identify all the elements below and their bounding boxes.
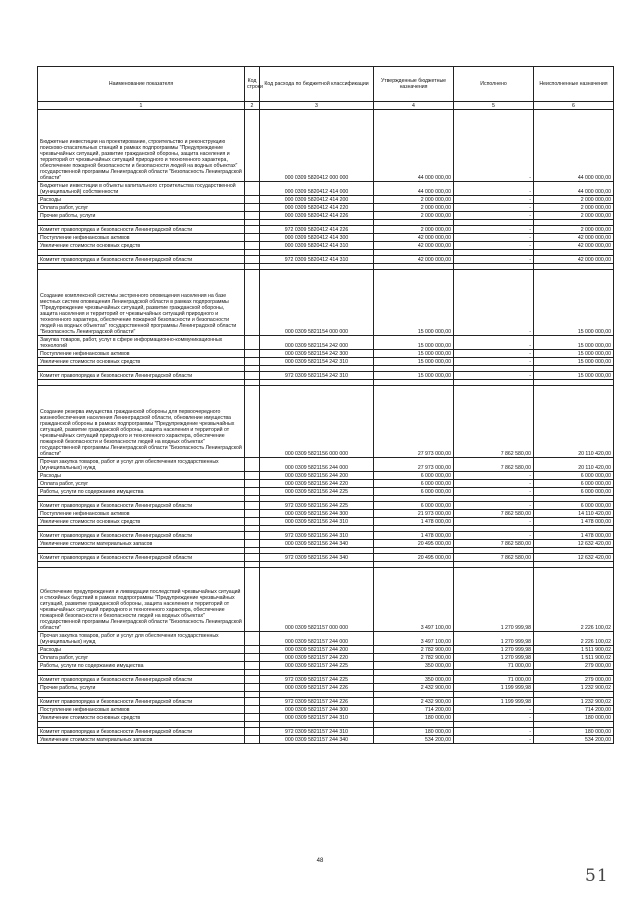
cell-unexecuted: 2 000 000,00 xyxy=(534,212,614,220)
cell-classification-code: 000 0309 5821154 242 300 xyxy=(260,350,374,358)
cell-unexecuted: 1 511 900,02 xyxy=(534,654,614,662)
table-row xyxy=(38,372,614,380)
cell-approved: 2 432 900,00 xyxy=(374,684,454,692)
cell-approved: 6 000 000,00 xyxy=(374,480,454,488)
table-row xyxy=(38,706,614,714)
cell-approved: 27 973 000,00 xyxy=(374,458,454,472)
cell-unexecuted: 279 000,00 xyxy=(534,676,614,684)
header-unexecuted: Неисполненные назначения xyxy=(534,67,614,102)
cell-name: Комитет правопорядка и безопасности Ленинградской области xyxy=(38,256,245,264)
cell-line-code xyxy=(245,518,260,526)
cell-executed: - xyxy=(454,256,534,264)
cell-line-code xyxy=(245,358,260,366)
cell-line-code xyxy=(245,196,260,204)
cell-executed: 1 199 999,98 xyxy=(454,684,534,692)
cell-name: Поступление нефинансовых активов xyxy=(38,706,245,714)
cell-executed: - xyxy=(454,728,534,736)
cell-line-code xyxy=(245,110,260,182)
cell-classification-code: 000 0309 5821157 244 310 xyxy=(260,714,374,722)
cell-approved: 15 000 000,00 xyxy=(374,358,454,366)
cell-executed: 7 862 580,00 xyxy=(454,540,534,548)
cell-executed: 1 270 999,98 xyxy=(454,568,534,632)
cell-classification-code: 000 0309 5821156 244 300 xyxy=(260,510,374,518)
cell-classification-code: 000 0309 5821157 244 200 xyxy=(260,646,374,654)
table-row xyxy=(38,350,614,358)
cell-executed: - xyxy=(454,532,534,540)
cell-classification-code: 000 0309 5821154 242 310 xyxy=(260,358,374,366)
table-row xyxy=(38,182,614,196)
cell-approved: 180 000,00 xyxy=(374,728,454,736)
cell-unexecuted: 44 000 000,00 xyxy=(534,110,614,182)
cell-unexecuted: 6 000 000,00 xyxy=(534,502,614,510)
cell-name: Комитет правопорядка и безопасности Ленинградской области xyxy=(38,372,245,380)
cell-classification-code: 972 0309 5821154 242 310 xyxy=(260,372,374,380)
cell-classification-code: 000 0309 5821154 242 000 xyxy=(260,336,374,350)
cell-line-code xyxy=(245,242,260,250)
cell-executed: - xyxy=(454,472,534,480)
cell-name: Расходы xyxy=(38,196,245,204)
cell-classification-code: 972 0309 5821157 244 225 xyxy=(260,676,374,684)
cell-unexecuted: 6 000 000,00 xyxy=(534,488,614,496)
cell-executed: 71 000,00 xyxy=(454,662,534,670)
cell-classification-code: 972 0309 5821157 244 310 xyxy=(260,728,374,736)
cell-approved: 27 973 000,00 xyxy=(374,386,454,458)
cell-line-code xyxy=(245,336,260,350)
header-name: Наименование показателя xyxy=(38,67,245,102)
cell-name: Оплата работ, услуг xyxy=(38,654,245,662)
cell-executed: - xyxy=(454,358,534,366)
cell-classification-code: 000 0309 5820412 000 000 xyxy=(260,110,374,182)
cell-unexecuted: 2 000 000,00 xyxy=(534,204,614,212)
table-row xyxy=(38,698,614,706)
cell-name: Увеличение стоимости основных средств xyxy=(38,518,245,526)
cell-unexecuted: 2 226 100,02 xyxy=(534,568,614,632)
table-row xyxy=(38,242,614,250)
cell-name: Комитет правопорядка и безопасности Ленинградской области xyxy=(38,226,245,234)
cell-classification-code: 000 0309 5821156 244 340 xyxy=(260,540,374,548)
cell-unexecuted: 42 000 000,00 xyxy=(534,242,614,250)
cell-unexecuted: 2 000 000,00 xyxy=(534,226,614,234)
cell-unexecuted: 534 200,00 xyxy=(534,736,614,744)
cell-unexecuted: 279 000,00 xyxy=(534,662,614,670)
cell-line-code xyxy=(245,554,260,562)
cell-approved: 350 000,00 xyxy=(374,676,454,684)
table-row xyxy=(38,540,614,548)
cell-approved: 534 200,00 xyxy=(374,736,454,744)
cell-classification-code: 000 0309 5821157 000 000 xyxy=(260,568,374,632)
cell-name: Комитет правопорядка и безопасности Ленинградской области xyxy=(38,728,245,736)
cell-executed: 1 270 999,98 xyxy=(454,654,534,662)
cell-name: Увеличение стоимости основных средств xyxy=(38,714,245,722)
header-executed: Исполнено xyxy=(454,67,534,102)
handwritten-page-stamp: 51 xyxy=(585,866,609,886)
table-row xyxy=(38,270,614,336)
cell-name: Поступление нефинансовых активов xyxy=(38,350,245,358)
header-line-code: Код строки xyxy=(245,67,260,102)
cell-approved: 42 000 000,00 xyxy=(374,234,454,242)
cell-approved: 3 497 100,00 xyxy=(374,632,454,646)
cell-classification-code: 000 0309 5821157 244 000 xyxy=(260,632,374,646)
table-row xyxy=(38,256,614,264)
cell-line-code xyxy=(245,256,260,264)
cell-classification-code: 000 0309 5821156 000 000 xyxy=(260,386,374,458)
table-row xyxy=(38,554,614,562)
cell-approved: 6 000 000,00 xyxy=(374,502,454,510)
cell-line-code xyxy=(245,502,260,510)
cell-name: Работы, услуги по содержанию имущества xyxy=(38,662,245,670)
cell-classification-code: 000 0309 5821157 244 300 xyxy=(260,706,374,714)
table-row xyxy=(38,212,614,220)
cell-unexecuted: 2 226 100,02 xyxy=(534,632,614,646)
cell-unexecuted: 1 232 900,02 xyxy=(534,684,614,692)
cell-line-code xyxy=(245,540,260,548)
cell-unexecuted: 180 000,00 xyxy=(534,714,614,722)
cell-executed: - xyxy=(454,488,534,496)
cell-executed: 7 862 580,00 xyxy=(454,386,534,458)
cell-approved: 2 432 900,00 xyxy=(374,698,454,706)
cell-name: Прочие работы, услуги xyxy=(38,684,245,692)
cell-classification-code: 972 0309 5821157 244 226 xyxy=(260,698,374,706)
cell-name: Закупка товаров, работ, услуг в сфере информационно-коммуникационных технологий xyxy=(38,336,245,350)
table-row xyxy=(38,458,614,472)
cell-executed: - xyxy=(454,110,534,182)
cell-executed: - xyxy=(454,182,534,196)
cell-unexecuted: 44 000 000,00 xyxy=(534,182,614,196)
cell-classification-code: 000 0309 5821157 244 225 xyxy=(260,662,374,670)
cell-unexecuted: 714 200,00 xyxy=(534,706,614,714)
cell-unexecuted: 12 632 420,00 xyxy=(534,554,614,562)
cell-executed: - xyxy=(454,226,534,234)
cell-approved: 180 000,00 xyxy=(374,714,454,722)
cell-line-code xyxy=(245,234,260,242)
cell-name: Оплата работ, услуг xyxy=(38,480,245,488)
table-row xyxy=(38,204,614,212)
cell-line-code xyxy=(245,736,260,744)
cell-name: Бюджетные инвестиции в объекты капитального строительства государственной (муниципальной) собственности xyxy=(38,182,245,196)
cell-executed: 1 270 999,98 xyxy=(454,646,534,654)
cell-line-code xyxy=(245,654,260,662)
cell-line-code xyxy=(245,510,260,518)
table-row xyxy=(38,336,614,350)
cell-executed: - xyxy=(454,212,534,220)
cell-approved: 2 782 900,00 xyxy=(374,654,454,662)
table-row xyxy=(38,358,614,366)
column-number: 6 xyxy=(534,102,614,110)
cell-unexecuted: 1 511 900,02 xyxy=(534,646,614,654)
cell-approved: 350 000,00 xyxy=(374,662,454,670)
cell-line-code xyxy=(245,458,260,472)
table-row xyxy=(38,662,614,670)
cell-approved: 20 495 000,00 xyxy=(374,540,454,548)
column-number: 1 xyxy=(38,102,245,110)
cell-name: Прочая закупка товаров, работ и услуг для обеспечения государственных (муниципальных) нужд xyxy=(38,632,245,646)
cell-unexecuted: 20 110 420,00 xyxy=(534,458,614,472)
table-row xyxy=(38,510,614,518)
cell-approved: 15 000 000,00 xyxy=(374,372,454,380)
cell-classification-code: 972 0309 5821156 244 225 xyxy=(260,502,374,510)
table-row xyxy=(38,646,614,654)
cell-unexecuted: 15 000 000,00 xyxy=(534,358,614,366)
cell-unexecuted: 15 000 000,00 xyxy=(534,270,614,336)
cell-approved: 2 000 000,00 xyxy=(374,226,454,234)
cell-name: Создание резерва имущества гражданской обороны для первоочередного жизнеобеспечения населения Ленинградской области, обновление имущества гражданской обороны в рамках подпрограммы "Предупреждение чрезвычайных ситуаций, развитие гражданской обороны, защита населения и территорий от чрезвычайных ситуаций природного и техногенного характера, обеспечение пожарной безопасности и безопасности людей на водных объектах" государственной программы Ленинградской области "Безопасность Ленинградской области" xyxy=(38,386,245,458)
table-row xyxy=(38,736,614,744)
table-row xyxy=(38,480,614,488)
cell-executed: - xyxy=(454,196,534,204)
cell-executed: - xyxy=(454,736,534,744)
cell-classification-code: 000 0309 5821157 244 226 xyxy=(260,684,374,692)
cell-executed: - xyxy=(454,372,534,380)
cell-unexecuted: 6 000 000,00 xyxy=(534,472,614,480)
table-row xyxy=(38,728,614,736)
cell-name: Комитет правопорядка и безопасности Ленинградской области xyxy=(38,554,245,562)
cell-approved: 6 000 000,00 xyxy=(374,488,454,496)
cell-classification-code: 000 0309 5821157 244 220 xyxy=(260,654,374,662)
cell-name: Обеспечение предупреждения и ликвидации последствий чрезвычайных ситуаций и стихийных бедствий в рамках подпрограммы "Предупреждение чрезвычайных ситуаций, развитие гражданской обороны, защита населения и территорий от чрезвычайных ситуаций природного и техногенного характера, обеспечение пожарной безопасности и безопасности людей на водных объектах" государственной программы Ленинградской области "Безопасность Ленинградской области" xyxy=(38,568,245,632)
cell-executed: - xyxy=(454,204,534,212)
cell-executed: - xyxy=(454,350,534,358)
cell-approved: 15 000 000,00 xyxy=(374,336,454,350)
cell-unexecuted: 42 000 000,00 xyxy=(534,234,614,242)
cell-executed: - xyxy=(454,270,534,336)
cell-line-code xyxy=(245,204,260,212)
cell-classification-code: 000 0309 5821156 244 310 xyxy=(260,518,374,526)
cell-classification-code: 972 0309 5820412 414 310 xyxy=(260,256,374,264)
cell-executed: 7 862 580,00 xyxy=(454,458,534,472)
report-sheet xyxy=(37,66,613,744)
cell-unexecuted: 12 632 420,00 xyxy=(534,540,614,548)
cell-executed: 71 000,00 xyxy=(454,676,534,684)
table-row xyxy=(38,568,614,632)
cell-unexecuted: 14 110 420,00 xyxy=(534,510,614,518)
cell-approved: 44 000 000,00 xyxy=(374,182,454,196)
table-row xyxy=(38,714,614,722)
cell-approved: 20 495 000,00 xyxy=(374,554,454,562)
cell-classification-code: 000 0309 5820412 414 000 xyxy=(260,182,374,196)
table-row xyxy=(38,632,614,646)
table-row xyxy=(38,226,614,234)
table-row xyxy=(38,488,614,496)
cell-line-code xyxy=(245,698,260,706)
cell-name: Увеличение стоимости основных средств xyxy=(38,242,245,250)
cell-approved: 714 200,00 xyxy=(374,706,454,714)
cell-line-code xyxy=(245,350,260,358)
cell-executed: - xyxy=(454,336,534,350)
cell-name: Создание комплексной системы экстренного оповещения населения на базе местных систем оповещения Ленинградской области в рамках подпрограммы "Предупреждение чрезвычайных ситуаций, развитие гражданской обороны, защита населения и территорий от чрезвычайных ситуаций природного и техногенного характера, обеспечение пожарной безопасности и безопасности людей на водных объектах" государственной программы Ленинградской области "Безопасность Ленинградской области" xyxy=(38,270,245,336)
table-row xyxy=(38,472,614,480)
cell-executed: - xyxy=(454,502,534,510)
cell-approved: 2 000 000,00 xyxy=(374,212,454,220)
cell-name: Работы, услуги по содержанию имущества xyxy=(38,488,245,496)
cell-approved: 2 782 900,00 xyxy=(374,646,454,654)
cell-executed: - xyxy=(454,234,534,242)
cell-approved: 15 000 000,00 xyxy=(374,350,454,358)
cell-name: Расходы xyxy=(38,646,245,654)
cell-executed: 7 862 580,00 xyxy=(454,510,534,518)
cell-classification-code: 972 0309 5821156 244 340 xyxy=(260,554,374,562)
cell-classification-code: 000 0309 5821154 000 000 xyxy=(260,270,374,336)
page-number: 48 xyxy=(316,858,324,864)
cell-classification-code: 000 0309 5820412 414 310 xyxy=(260,242,374,250)
cell-line-code xyxy=(245,182,260,196)
column-number: 5 xyxy=(454,102,534,110)
table-row xyxy=(38,110,614,182)
cell-approved: 1 478 000,00 xyxy=(374,532,454,540)
cell-unexecuted: 42 000 000,00 xyxy=(534,256,614,264)
cell-name: Прочие работы, услуги xyxy=(38,212,245,220)
table-row xyxy=(38,654,614,662)
cell-unexecuted: 180 000,00 xyxy=(534,728,614,736)
cell-classification-code: 972 0309 5820412 414 226 xyxy=(260,226,374,234)
cell-name: Увеличение стоимости материальных запасов xyxy=(38,736,245,744)
cell-line-code xyxy=(245,714,260,722)
cell-line-code xyxy=(245,632,260,646)
cell-line-code xyxy=(245,568,260,632)
table-row xyxy=(38,532,614,540)
column-number: 3 xyxy=(260,102,374,110)
budget-execution-table xyxy=(37,66,614,744)
cell-approved: 2 000 000,00 xyxy=(374,204,454,212)
cell-classification-code: 000 0309 5820412 414 220 xyxy=(260,204,374,212)
cell-line-code xyxy=(245,472,260,480)
cell-approved: 2 000 000,00 xyxy=(374,196,454,204)
cell-line-code xyxy=(245,226,260,234)
table-row xyxy=(38,676,614,684)
cell-classification-code: 000 0309 5821156 244 220 xyxy=(260,480,374,488)
cell-line-code xyxy=(245,676,260,684)
cell-name: Увеличение стоимости материальных запасов xyxy=(38,540,245,548)
cell-name: Комитет правопорядка и безопасности Ленинградской области xyxy=(38,532,245,540)
cell-line-code xyxy=(245,488,260,496)
cell-name: Прочая закупка товаров, работ и услуг для обеспечения государственных (муниципальных) нужд xyxy=(38,458,245,472)
cell-executed: 1 270 999,98 xyxy=(454,632,534,646)
cell-approved: 1 478 000,00 xyxy=(374,518,454,526)
cell-approved: 42 000 000,00 xyxy=(374,256,454,264)
cell-unexecuted: 20 110 420,00 xyxy=(534,386,614,458)
cell-name: Бюджетные инвестиции на проектирование, строительство и реконструкцию поисково-спасательных станций в рамках подпрограммы "Предупреждение чрезвычайных ситуаций, развитие гражданской обороны, защита населения и территорий от чрезвычайных ситуаций природного и техногенного характера, обеспечение пожарной безопасности и безопасности людей на водных объектах" государственной программы Ленинградской области "Безопасность Ленинградской области" xyxy=(38,110,245,182)
cell-name: Расходы xyxy=(38,472,245,480)
header-approved: Утвержденные бюджетные назначения xyxy=(374,67,454,102)
cell-unexecuted: 15 000 000,00 xyxy=(534,372,614,380)
column-number-row xyxy=(38,102,614,110)
cell-line-code xyxy=(245,684,260,692)
cell-classification-code: 000 0309 5820412 414 200 xyxy=(260,196,374,204)
cell-classification-code: 000 0309 5821156 244 000 xyxy=(260,458,374,472)
column-number: 2 xyxy=(245,102,260,110)
cell-classification-code: 000 0309 5821156 244 225 xyxy=(260,488,374,496)
cell-approved: 3 497 100,00 xyxy=(374,568,454,632)
cell-line-code xyxy=(245,212,260,220)
cell-unexecuted: 1 232 900,02 xyxy=(534,698,614,706)
cell-unexecuted: 2 000 000,00 xyxy=(534,196,614,204)
table-row xyxy=(38,386,614,458)
cell-approved: 6 000 000,00 xyxy=(374,472,454,480)
cell-name: Поступление нефинансовых активов xyxy=(38,510,245,518)
table-body xyxy=(38,110,614,744)
cell-executed: - xyxy=(454,706,534,714)
column-number: 4 xyxy=(374,102,454,110)
cell-executed: 1 199 999,98 xyxy=(454,698,534,706)
cell-approved: 15 000 000,00 xyxy=(374,270,454,336)
cell-approved: 21 973 000,00 xyxy=(374,510,454,518)
table-row xyxy=(38,502,614,510)
cell-name: Увеличение стоимости основных средств xyxy=(38,358,245,366)
cell-line-code xyxy=(245,386,260,458)
cell-unexecuted: 6 000 000,00 xyxy=(534,480,614,488)
cell-line-code xyxy=(245,372,260,380)
cell-name: Комитет правопорядка и безопасности Ленинградской области xyxy=(38,502,245,510)
header-classification-code: Код расхода по бюджетной классификации xyxy=(260,67,374,102)
cell-name: Оплата работ, услуг xyxy=(38,204,245,212)
cell-line-code xyxy=(245,532,260,540)
cell-line-code xyxy=(245,270,260,336)
cell-executed: - xyxy=(454,518,534,526)
cell-approved: 42 000 000,00 xyxy=(374,242,454,250)
cell-line-code xyxy=(245,728,260,736)
cell-unexecuted: 1 478 000,00 xyxy=(534,532,614,540)
table-row xyxy=(38,196,614,204)
cell-executed: - xyxy=(454,714,534,722)
cell-unexecuted: 15 000 000,00 xyxy=(534,350,614,358)
cell-name: Комитет правопорядка и безопасности Ленинградской области xyxy=(38,698,245,706)
cell-executed: - xyxy=(454,480,534,488)
cell-line-code xyxy=(245,662,260,670)
cell-unexecuted: 1 478 000,00 xyxy=(534,518,614,526)
cell-classification-code: 000 0309 5821157 244 340 xyxy=(260,736,374,744)
cell-executed: - xyxy=(454,242,534,250)
table-row xyxy=(38,518,614,526)
cell-classification-code: 000 0309 5820412 414 300 xyxy=(260,234,374,242)
table-header-row xyxy=(38,67,614,102)
cell-approved: 44 000 000,00 xyxy=(374,110,454,182)
cell-classification-code: 000 0309 5820412 414 226 xyxy=(260,212,374,220)
cell-executed: 7 862 580,00 xyxy=(454,554,534,562)
cell-classification-code: 000 0309 5821156 244 200 xyxy=(260,472,374,480)
cell-name: Поступление нефинансовых активов xyxy=(38,234,245,242)
cell-line-code xyxy=(245,646,260,654)
table-row xyxy=(38,234,614,242)
cell-classification-code: 972 0309 5821156 244 310 xyxy=(260,532,374,540)
cell-name: Комитет правопорядка и безопасности Ленинградской области xyxy=(38,676,245,684)
cell-line-code xyxy=(245,480,260,488)
cell-unexecuted: 15 000 000,00 xyxy=(534,336,614,350)
table-row xyxy=(38,684,614,692)
cell-line-code xyxy=(245,706,260,714)
